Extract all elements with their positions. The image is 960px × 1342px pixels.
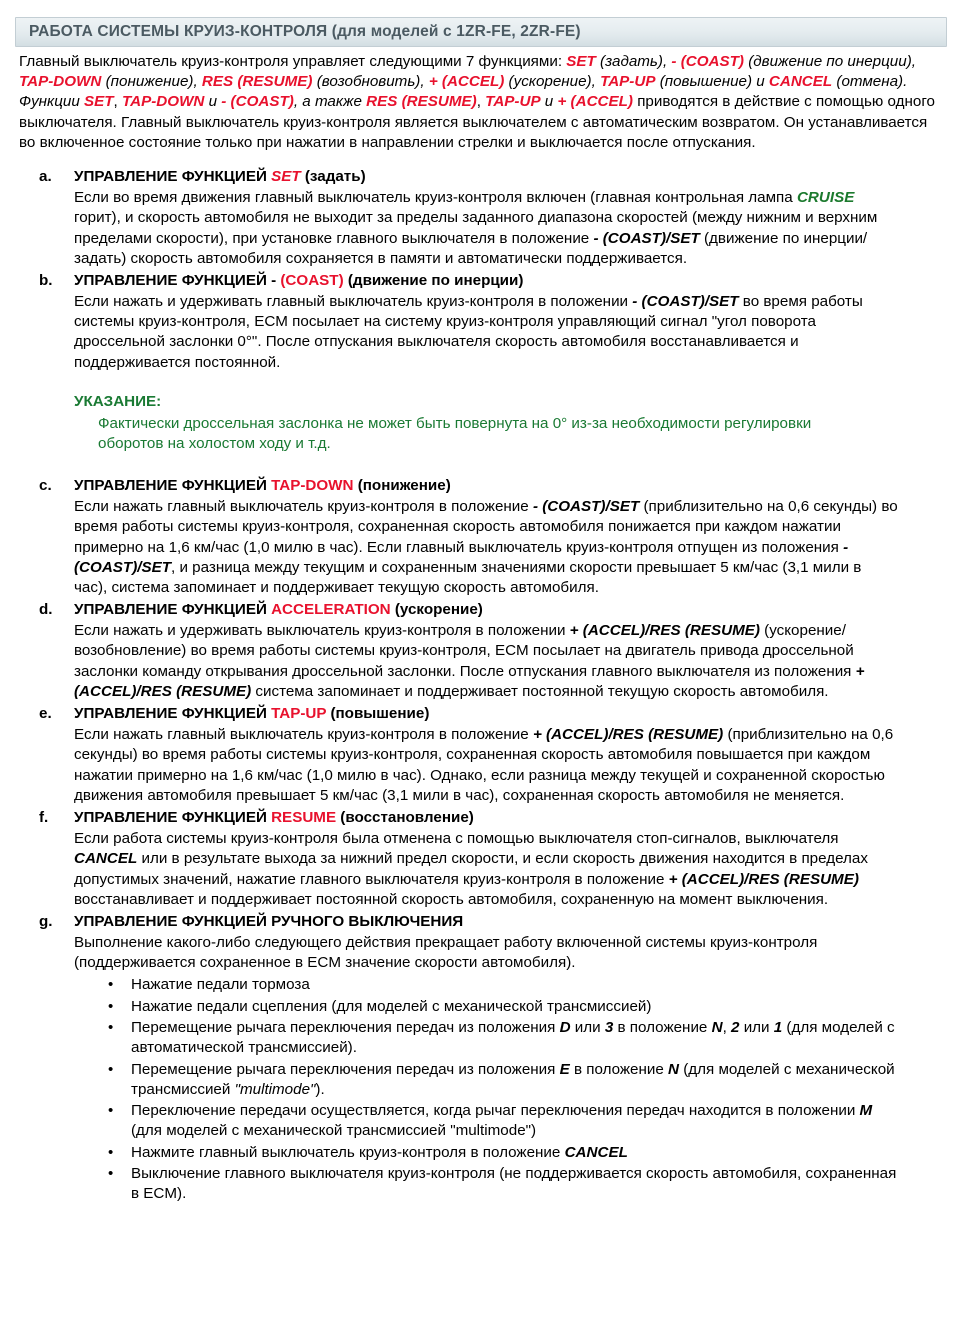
bullet-icon: • <box>108 1143 114 1161</box>
section-f-text-1: Если работа системы круиз-контроля была отменена с помощью выключателя стоп-сигналов, выключателя <box>74 829 839 847</box>
section-d-text-2: (ускорение/возобновление) во время работы системы круиз-контроля, ECM посылает на двигатель привода дроссельной заслонки команду открывания дроссельной заслонки. После отпускания главного выключателя из положения <box>74 622 856 680</box>
bullet-icon: • <box>108 1018 114 1036</box>
section-f-heading-pre: УПРАВЛЕНИЕ ФУНКЦИЕЙ <box>74 809 272 827</box>
section-c-text-2: (приблизительно на 0,6 секунды) во время работы системы круиз-контроля, сохраненная скорость автомобиля понижается при каждом нажатии примерно на 1,6 км/час (1,0 милю в час). Если главный выключатель круиз-контроля отпущен из положения <box>74 498 898 556</box>
term-accel-2: + (ACCEL) <box>557 93 633 111</box>
gear-position-e: E <box>559 1060 570 1078</box>
list-item-text: Переключение передачи осуществляется, когда рычаг переключения передач находится в положении <box>131 1102 860 1120</box>
intro-text-14: приводятся в действие с помощью одного выключателя. Главный выключатель круиз-контроля является выключателем с автоматическим возвратом. Он устанавливается во включенное состояние только при нажатии в направлении стрелки и выключается после отпускания. <box>19 93 935 151</box>
section-e-text-2: (приблизительно на 0,6 секунды) во время работы системы круиз-контроля, сохраненная скорость автомобиля повышается при каждом нажатии примерно на 1,6 км/час (1,0 милю в час). Однако, если разница между текущей и сохраненной скоростью движения автомобиля превышает 5 км/час (3,1 мили в час), сохраненная скорость автомобиля не меняется. <box>74 726 894 804</box>
section-a-text-2: горит), и скорость автомобиля не выходит за пределы заданного диапазона скоростей (между нижним и верхним пределами скорости), при установке главного выключателя в положение <box>74 209 878 247</box>
term-res-resume-2: RES (RESUME) <box>366 93 477 111</box>
list-item <box>102 1060 906 1101</box>
list-item-text: (для моделей с механической трансмиссией "multimode") <box>131 1122 537 1140</box>
term-res-resume: RES (RESUME) <box>201 73 313 91</box>
transmission-multimode-label: "multimode" <box>234 1080 316 1098</box>
section-c-body <box>74 497 946 598</box>
note-title: УКАЗАНИЕ: <box>74 392 162 410</box>
section-e-marker: e. <box>39 705 52 723</box>
term-coast-2: - (COAST) <box>221 93 294 111</box>
section-c-heading-post: (понижение) <box>353 477 451 495</box>
gear-position-n: N <box>711 1018 723 1036</box>
bullet-icon: • <box>108 1060 114 1078</box>
section-b-text-2: во время работы системы круиз-контроля, ECM посылает на систему круиз-контроля управляющий сигнал "угол поворота дроссельной заслонки 0°". После отпускания выключателя скорость автомобиля восстанавливается и поддерживается постоянной. <box>74 292 863 371</box>
list-item-text: Нажатие педали тормоза <box>131 976 310 994</box>
list-item-text: или <box>739 1018 774 1036</box>
section-g-body: Выполнение какого-либо следующего действия прекращает работу включенной системы круиз-контроля (поддерживается сохраненное в ECM значение скорости автомобиля). <box>74 933 818 972</box>
term-set: SET <box>566 52 596 70</box>
section-d-heading-term: ACCELERATION <box>271 601 391 619</box>
section-b <box>14 271 946 373</box>
section-a-heading <box>74 167 946 187</box>
gear-position-2: 2 <box>731 1018 740 1036</box>
term-accel: + (ACCEL) <box>428 73 505 91</box>
list-item <box>102 975 906 995</box>
list-item-text: в положение <box>613 1018 712 1036</box>
term-coast: - (COAST) <box>671 52 744 70</box>
section-b-heading <box>74 271 946 291</box>
section-a-text-3: (движение по инерции/задать) скорость автомобиля сохраняется в памяти и автоматически поддерживается. <box>74 229 868 267</box>
section-c-heading-term: TAP-DOWN <box>271 477 354 495</box>
intro-text-6: (ускорение), <box>504 73 601 91</box>
intro-text-2: (задать), <box>595 52 672 70</box>
intro-text-13: и <box>540 93 558 111</box>
section-b-heading-pre: УПРАВЛЕНИЕ ФУНКЦИЕЙ <box>74 272 272 290</box>
switch-position-coast-set-c2: - (COAST)/SET <box>74 538 849 576</box>
section-b-heading-dash: - <box>271 272 281 290</box>
section-f-heading <box>74 808 946 828</box>
list-item <box>102 1018 906 1059</box>
term-tap-up-2: TAP-UP <box>485 93 541 111</box>
section-b-heading-term: (COAST) <box>280 272 344 290</box>
list-item-text: в положение <box>569 1060 669 1078</box>
section-f-heading-post: (восстановление) <box>336 809 474 827</box>
section-g <box>14 912 946 1204</box>
section-c-heading-pre: УПРАВЛЕНИЕ ФУНКЦИЕЙ <box>74 477 272 495</box>
intro-paragraph <box>19 52 942 153</box>
bullet-icon: • <box>108 997 114 1015</box>
switch-position-accel-res-d2: + (ACCEL)/RES (RESUME) <box>74 662 865 701</box>
section-b-heading-post: (движение по инерции) <box>343 272 524 290</box>
gear-position-m: M <box>859 1102 873 1120</box>
section-f-heading-term: RESUME <box>271 809 337 827</box>
section-e-body <box>74 725 946 806</box>
list-item-text: , <box>722 1018 732 1036</box>
section-d-heading-post: (ускорение) <box>390 601 483 619</box>
section-list <box>14 167 946 1204</box>
section-a-marker: a. <box>39 168 52 186</box>
section-c-text-3: , и разница между текущим и сохраненным значениями скорости превышает 5 км/час (3,1 мили в час), система запоминает и поддерживает текущую скорость автомобиля. <box>74 558 862 597</box>
section-e-heading-term: TAP-UP <box>271 705 327 723</box>
intro-text-7: (повышение) и <box>655 73 769 91</box>
section-d-body <box>74 621 946 702</box>
term-tap-up: TAP-UP <box>600 73 656 91</box>
list-item-text: или <box>570 1018 605 1036</box>
gear-position-3: 3 <box>604 1018 614 1036</box>
section-e-heading-pre: УПРАВЛЕНИЕ ФУНКЦИЕЙ <box>74 705 272 723</box>
intro-text-3: (движение по инерции), <box>743 52 916 70</box>
switch-position-accel-res-e: + (ACCEL)/RES (RESUME) <box>532 726 724 744</box>
list-item-text: Нажатие педали сцепления (для моделей с механической трансмиссией) <box>131 997 652 1015</box>
section-c-heading <box>74 476 946 496</box>
section-e-heading-post: (повышение) <box>326 705 430 723</box>
term-cancel: CANCEL <box>768 73 833 91</box>
section-f-body <box>74 829 946 910</box>
switch-cancel-label: CANCEL <box>74 850 138 868</box>
bullet-icon: • <box>108 1164 114 1182</box>
gear-position-d: D <box>559 1018 571 1036</box>
lamp-cruise-label: CRUISE <box>796 188 855 206</box>
section-b-marker: b. <box>39 272 53 290</box>
manual-cancel-conditions-list <box>74 975 946 1204</box>
bullet-icon: • <box>108 976 114 994</box>
intro-text-11: , а также <box>293 93 367 111</box>
section-a-heading-post: (задать) <box>300 168 366 186</box>
list-item <box>102 1143 906 1163</box>
section-f-text-2: или в результате выхода за нижний предел скорости, и если скорость движения находится в пределах допустимых значений, нажатие главного выключателя круиз-контроля в положение <box>74 850 868 888</box>
list-item-text: Перемещение рычага переключения передач из положения <box>131 1060 560 1078</box>
bullet-icon: • <box>108 1102 114 1120</box>
switch-position-coast-set-c1: - (COAST)/SET <box>532 498 640 516</box>
section-d-heading <box>74 600 946 620</box>
list-item <box>102 1101 906 1142</box>
section-a-heading-term: SET <box>271 168 301 186</box>
page-title: РАБОТА СИСТЕМЫ КРУИЗ-КОНТРОЛЯ (для моделей с 1ZR-FE, 2ZR-FE) <box>15 17 947 47</box>
intro-text-9: , <box>113 93 122 111</box>
list-item-text: (для моделей с автоматической трансмиссией). <box>131 1018 895 1057</box>
section-f-marker: f. <box>39 809 49 827</box>
intro-text-12: , <box>476 93 486 111</box>
switch-position-accel-res-d1: + (ACCEL)/RES (RESUME) <box>569 622 760 640</box>
section-e <box>14 704 946 806</box>
section-e-heading <box>74 704 946 724</box>
intro-text-8: (отмена). Функции <box>19 73 908 111</box>
section-d-text-1: Если нажать и удерживать выключатель круиз-контроля в положении <box>74 622 570 640</box>
intro-text-4: (понижение), <box>101 73 202 91</box>
list-item-text: Выключение главного выключателя круиз-контроля (не поддерживается скорость автомобиля, сохраненная в ECM). <box>131 1164 897 1203</box>
section-f <box>14 808 946 910</box>
section-d <box>14 600 946 702</box>
list-item <box>102 1164 906 1205</box>
gear-position-1: 1 <box>773 1018 783 1036</box>
section-c <box>14 476 946 598</box>
section-f-text-3: восстанавливает и поддерживает постоянной скорость автомобиля, сохраненную на момент выключения. <box>74 890 829 908</box>
switch-position-coast-set-b: - (COAST)/SET <box>632 292 739 310</box>
switch-position-accel-res-f: + (ACCEL)/RES (RESUME) <box>668 870 859 888</box>
section-a-body <box>74 188 946 269</box>
list-item-text: (для моделей с механической трансмиссией <box>131 1060 895 1098</box>
section-e-text-1: Если нажать главный выключатель круиз-контроля в положение <box>74 726 533 744</box>
list-item <box>102 997 906 1017</box>
section-d-marker: d. <box>39 601 53 619</box>
intro-text-5: (возобновить), <box>312 73 429 91</box>
section-a <box>14 167 946 269</box>
switch-position-cancel: CANCEL <box>564 1143 628 1161</box>
section-g-heading: УПРАВЛЕНИЕ ФУНКЦИЕЙ РУЧНОГО ВЫКЛЮЧЕНИЯ <box>74 913 464 931</box>
term-set-2: SET <box>84 93 114 111</box>
term-tap-down: TAP-DOWN <box>19 73 102 91</box>
section-a-heading-pre: УПРАВЛЕНИЕ ФУНКЦИЕЙ <box>74 168 272 186</box>
section-c-text-1: Если нажать главный выключатель круиз-контроля в положение <box>74 498 533 516</box>
list-item-text: Перемещение рычага переключения передач из положения <box>131 1018 560 1036</box>
section-d-heading-pre: УПРАВЛЕНИЕ ФУНКЦИЕЙ <box>74 601 272 619</box>
list-item-text: Нажмите главный выключатель круиз-контроля в положение <box>131 1143 565 1161</box>
note-block <box>14 392 946 454</box>
term-tap-down-2: TAP-DOWN <box>122 93 205 111</box>
section-a-text-1: Если во время движения главный выключатель круиз-контроля включен (главная контрольная лампа <box>74 188 797 206</box>
section-b-body <box>74 292 946 373</box>
section-b-text-1: Если нажать и удерживать главный выключатель круиз-контроля в положении <box>74 292 633 310</box>
section-d-text-3: система запоминает и поддерживает постоянной текущую скорость автомобиля. <box>251 683 829 701</box>
switch-position-coast-set: - (COAST)/SET <box>593 229 700 247</box>
gear-position-n-2: N <box>668 1060 679 1078</box>
list-item-text: ). <box>315 1080 325 1098</box>
intro-text-1: Главный выключатель круиз-контроля управляет следующими 7 функциями: <box>19 52 567 70</box>
intro-text-10: и <box>204 93 222 111</box>
section-c-marker: c. <box>39 477 52 495</box>
note-body: Фактически дроссельная заслонка не может быть повернута на 0° из-за необходимости регулировки оборотов на холостом ходу и т.д. <box>98 414 812 452</box>
section-g-marker: g. <box>39 913 53 931</box>
